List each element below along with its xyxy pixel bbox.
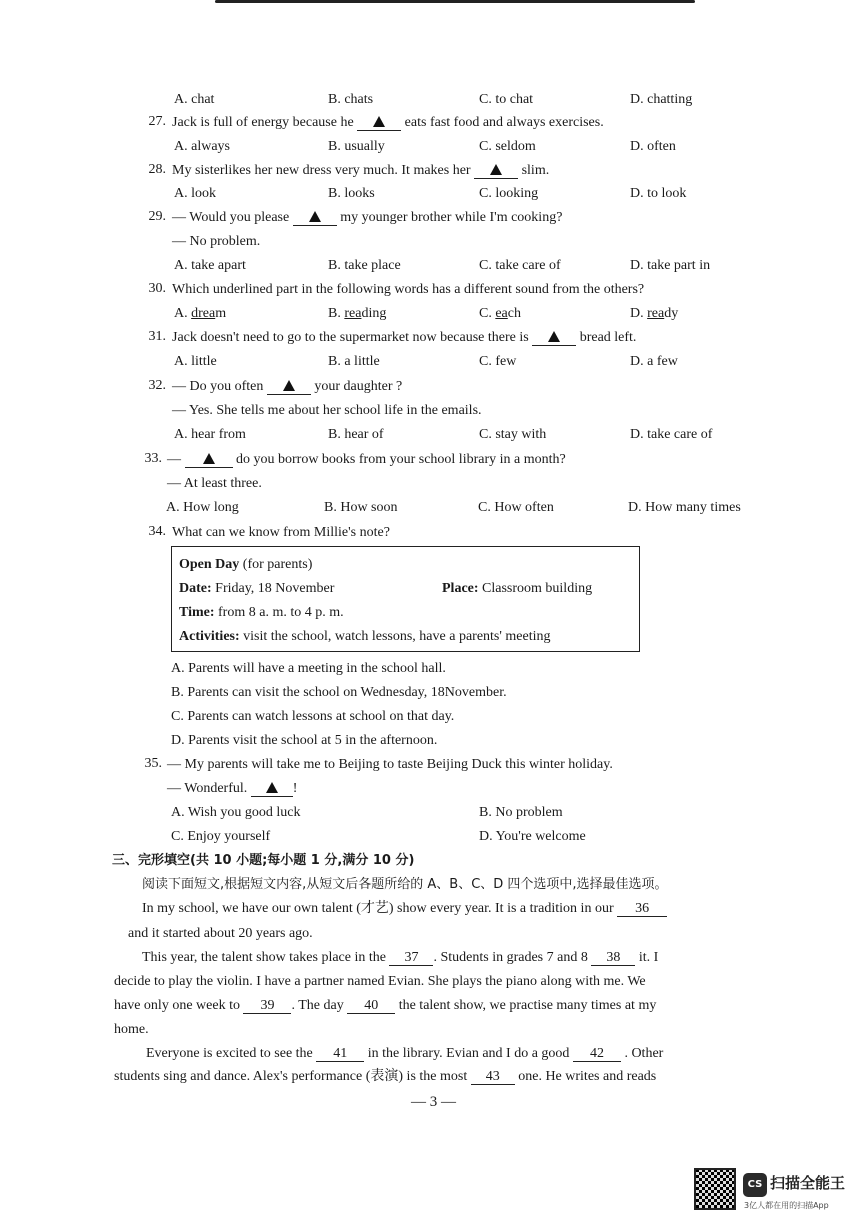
q30-option-d: D. ready (630, 306, 679, 321)
q28-option-b: B. looks (328, 186, 375, 201)
section-3-heading: 三、完形填空(共 10 小题;每小题 1 分,满分 10 分) (112, 853, 415, 868)
q33-option-a: A. How long (166, 500, 239, 515)
blank-40: 40 (347, 999, 395, 1014)
q35-option-c: C. Enjoy yourself (171, 829, 271, 844)
camscanner-logo-icon: CS (743, 1173, 767, 1197)
q35-reply: — Wonderful. ! (167, 781, 298, 796)
q32-stem: — Do you often your daughter ? (172, 379, 403, 394)
answer-blank (474, 164, 518, 179)
passage-line-6: home. (114, 1022, 149, 1037)
scanner-tagline: 3亿人都在用的扫描App (744, 1201, 829, 1210)
notice-activities: Activities: visit the school, watch lessons, have a parents' meeting (179, 629, 551, 644)
q34-option-c: C. Parents can watch lessons at school on that day. (171, 709, 455, 724)
q33-option-d: D. How many times (628, 500, 741, 515)
q32-option-a: A. hear from (174, 427, 246, 442)
q29-number: 29. (148, 209, 166, 224)
passage-line-5: have only one week to 39 . The day 40 the talent show, we practise many times at my (114, 998, 657, 1013)
q35-option-b: B. No problem (479, 805, 563, 820)
notice-time: Time: from 8 a. m. to 4 p. m. (179, 605, 344, 620)
q28-option-c: C. looking (479, 186, 539, 201)
q32-option-d: D. take care of (630, 427, 713, 442)
q28-option-a: A. look (174, 186, 216, 201)
q27-option-d: D. often (630, 139, 676, 154)
answer-blank (532, 331, 576, 346)
open-day-notice (171, 546, 640, 652)
q30-stem: Which underlined part in the following words has a different sound from the others? (172, 282, 645, 297)
q35-option-a: A. Wish you good luck (171, 805, 301, 820)
q29-reply: — No problem. (172, 234, 261, 249)
q26-option-a: A. chat (174, 92, 215, 107)
triangle-icon (283, 380, 295, 391)
q27-option-b: B. usually (328, 139, 385, 154)
answer-blank (251, 782, 293, 797)
q27-number: 27. (148, 114, 166, 129)
q27-option-a: A. always (174, 139, 230, 154)
q26-option-b: B. chats (328, 92, 374, 107)
q31-stem: Jack doesn't need to go to the supermarket now because there is bread left. (172, 330, 637, 345)
q33-number: 33. (144, 451, 162, 466)
q32-option-c: C. stay with (479, 427, 547, 442)
blank-43: 43 (471, 1070, 515, 1085)
q26-option-c: C. to chat (479, 92, 534, 107)
q30-option-a: A. dream (174, 306, 227, 321)
q29-option-d: D. take part in (630, 258, 711, 273)
q30-number: 30. (148, 281, 166, 296)
triangle-icon (490, 164, 502, 175)
q32-reply: — Yes. She tells me about her school life in the emails. (172, 403, 482, 418)
q31-option-d: D. a few (630, 354, 678, 369)
passage-line-1: In my school, we have our own talent (才艺) show every year. It is a tradition in our 36 (142, 900, 667, 918)
q34-stem: What can we know from Millie's note? (172, 525, 390, 540)
q34-option-d: D. Parents visit the school at 5 in the afternoon. (171, 733, 438, 748)
q31-option-b: B. a little (328, 354, 380, 369)
q33-option-b: B. How soon (324, 500, 398, 515)
passage-line-4: decide to play the violin. I have a partner named Evian. She plays the piano along with me. We (114, 974, 646, 989)
triangle-icon (309, 211, 321, 222)
answer-blank (267, 380, 311, 395)
triangle-icon (373, 116, 385, 127)
q30-option-c: C. each (479, 306, 521, 321)
page-number: — 3 — (411, 1094, 456, 1110)
q32-number: 32. (148, 378, 166, 393)
passage-line-7: Everyone is excited to see the 41 in the library. Evian and I do a good 42 . Other (146, 1046, 664, 1061)
blank-37: 37 (389, 951, 433, 966)
q35-number: 35. (144, 756, 162, 771)
q27-stem: Jack is full of energy because he eats fast food and always exercises. (172, 115, 604, 130)
answer-blank (357, 116, 401, 131)
triangle-icon (203, 453, 215, 464)
q31-number: 31. (148, 329, 166, 344)
passage-line-8: students sing and dance. Alex's performance (表演) is the most 43 one. He writes and reads (114, 1069, 657, 1084)
answer-blank (185, 453, 233, 468)
top-edge-line (215, 0, 695, 3)
q31-option-c: C. few (479, 354, 517, 369)
q32-option-b: B. hear of (328, 427, 384, 442)
scanner-brand-name: 扫描全能王 (770, 1174, 846, 1192)
section-3-instruction: 阅读下面短文,根据短文内容,从短文后各题所给的 A、B、C、D 四个选项中,选择最佳选项。 (142, 877, 668, 892)
qr-code-icon (694, 1168, 736, 1210)
q26-option-d: D. chatting (630, 92, 693, 107)
blank-41: 41 (316, 1047, 364, 1062)
notice-title: Open Day (for parents) (179, 557, 313, 572)
notice-place: Place: Classroom building (442, 581, 593, 596)
triangle-icon (548, 331, 560, 342)
q34-option-b: B. Parents can visit the school on Wednesday, 18November. (171, 685, 507, 700)
q28-number: 28. (148, 162, 166, 177)
blank-38: 38 (591, 951, 635, 966)
answer-blank (293, 211, 337, 226)
q33-reply: — At least three. (167, 476, 262, 491)
q30-option-b: B. reading (328, 306, 387, 321)
q34-number: 34. (148, 524, 166, 539)
q35-stem: — My parents will take me to Beijing to taste Beijing Duck this winter holiday. (167, 757, 613, 772)
blank-42: 42 (573, 1047, 621, 1062)
passage-line-3: This year, the talent show takes place in the 37 . Students in grades 7 and 8 38 it. I (142, 950, 659, 965)
q28-stem: My sisterlikes her new dress very much. It makes her slim. (172, 163, 550, 178)
q33-option-c: C. How often (478, 500, 554, 515)
q33-stem: — do you borrow books from your school library in a month? (167, 452, 566, 467)
triangle-icon (266, 782, 278, 793)
q29-option-c: C. take care of (479, 258, 561, 273)
notice-date: Date: Friday, 18 November (179, 581, 335, 596)
q27-option-c: C. seldom (479, 139, 536, 154)
q29-option-b: B. take place (328, 258, 401, 273)
q28-option-d: D. to look (630, 186, 687, 201)
passage-line-2: and it started about 20 years ago. (128, 926, 313, 941)
q31-option-a: A. little (174, 354, 217, 369)
blank-36: 36 (617, 902, 667, 917)
blank-39: 39 (243, 999, 291, 1014)
q35-option-d: D. You're welcome (479, 829, 586, 844)
q29-option-a: A. take apart (174, 258, 246, 273)
q29-stem: — Would you please my younger brother while I'm cooking? (172, 210, 563, 225)
q34-option-a: A. Parents will have a meeting in the school hall. (171, 661, 446, 676)
